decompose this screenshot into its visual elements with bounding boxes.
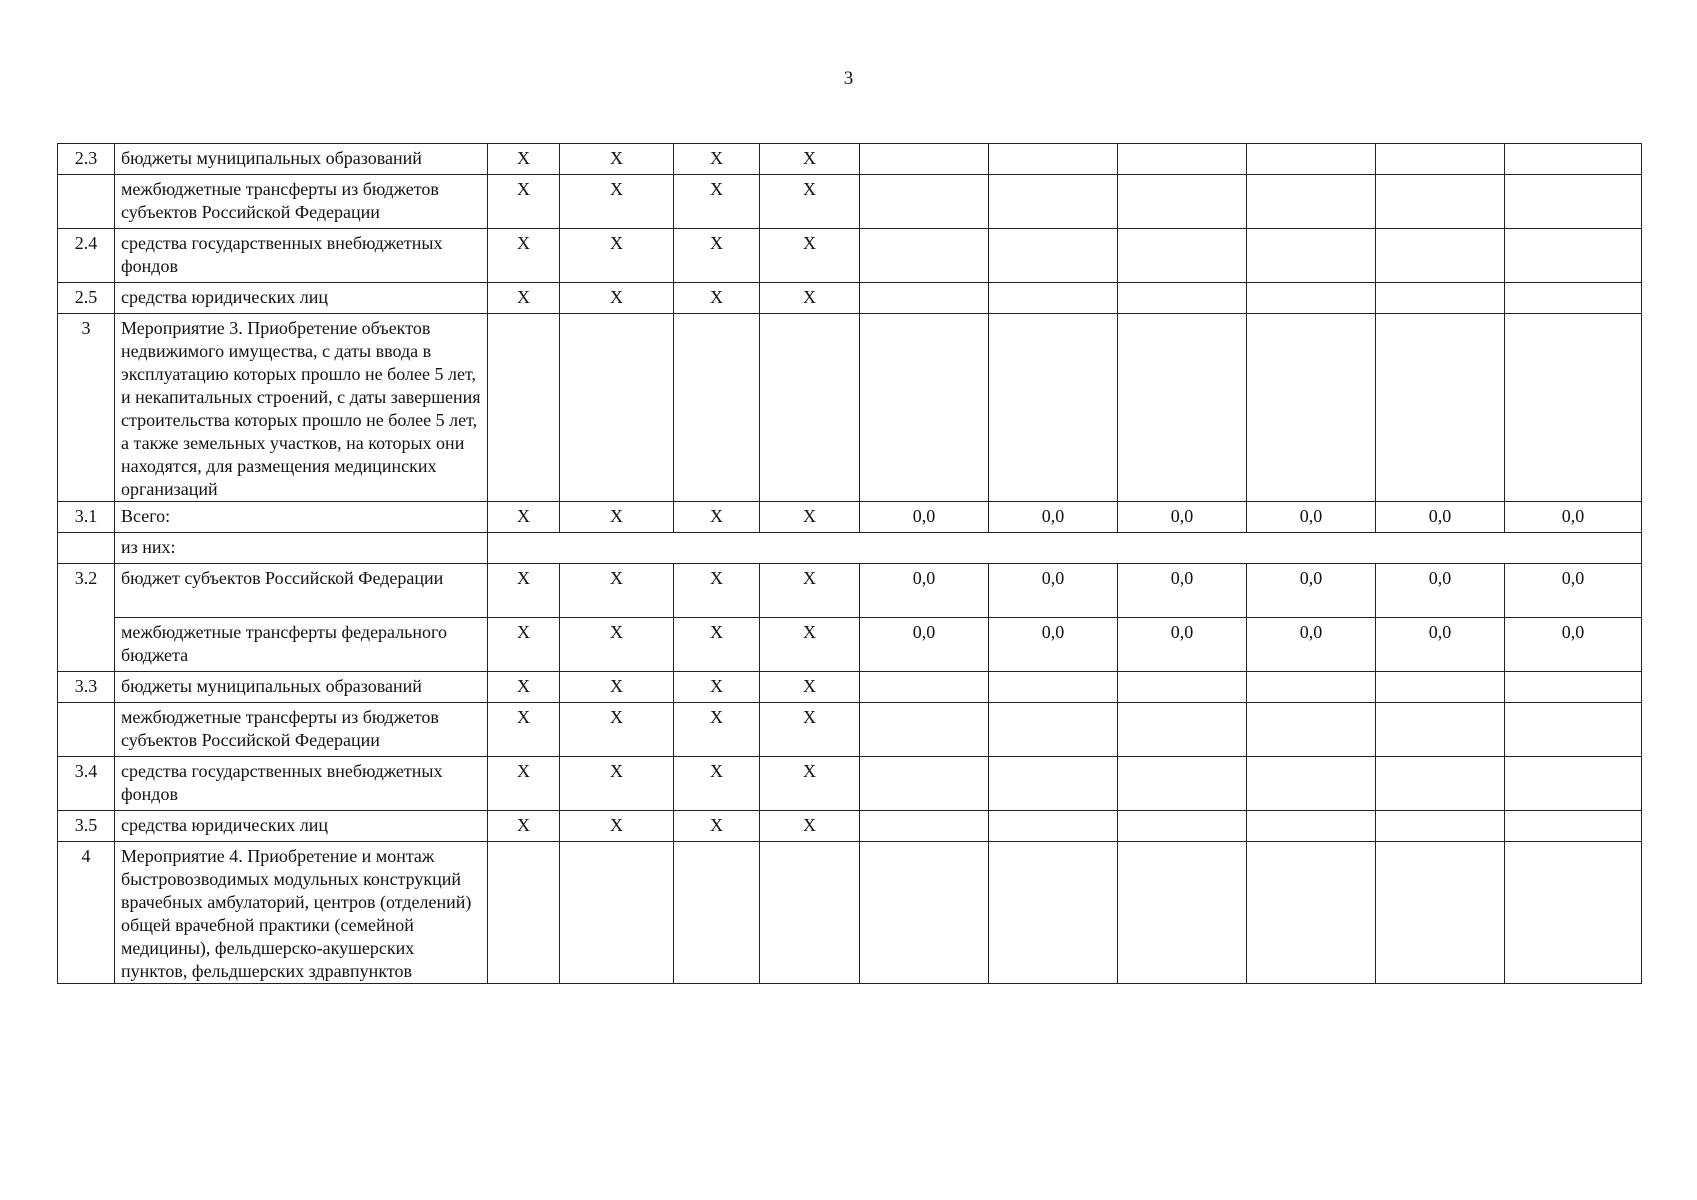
table-cell: X [560,229,674,283]
row-name: Всего: [115,502,488,533]
row-name: Мероприятие 3. Приобретение объектов недвижимого имущества, с даты ввода в эксплуатацию которых прошло не более 5 лет, и некапитальных строений, с даты завершения строительства которых прошло не более 5 лет, а также земельных участков, на которых они находятся, для размещения медицинских организаций [115,314,488,502]
table-cell [1118,842,1247,984]
table-row [58,618,1642,672]
table-cell: 0,0 [1247,502,1376,533]
row-number: 2.5 [58,283,115,314]
table-cell: X [760,703,860,757]
row-name: межбюджетные трансферты федерального бюджета [115,618,488,672]
table-cell: X [674,229,760,283]
table-cell [1376,757,1505,811]
table-cell: 0,0 [1247,564,1376,618]
table-cell [1247,144,1376,175]
table-cell: X [760,564,860,618]
table-cell [1247,811,1376,842]
table-cell [860,757,989,811]
row-number: 3.4 [58,757,115,811]
table-cell: 0,0 [1505,502,1642,533]
row-name: из них: [115,533,488,564]
table-cell: X [488,618,560,672]
row-number: 3 [58,314,115,502]
row-name: межбюджетные трансферты из бюджетов субъектов Российской Федерации [115,703,488,757]
row-name: средства юридических лиц [115,811,488,842]
table-cell: X [488,811,560,842]
table-cell: 0,0 [1376,502,1505,533]
table-cell: X [674,283,760,314]
table-cell [1376,283,1505,314]
table-cell [989,842,1118,984]
table-row [58,703,1642,757]
table-cell [989,703,1118,757]
table-cell [1505,811,1642,842]
table-cell [1118,144,1247,175]
table-cell [1247,757,1376,811]
table-cell [674,842,760,984]
row-number: 3.5 [58,811,115,842]
table-cell [760,842,860,984]
table-cell: X [760,672,860,703]
table-cell: X [560,811,674,842]
table-cell: X [560,564,674,618]
table-cell: 0,0 [1247,618,1376,672]
row-name: бюджет субъектов Российской Федерации [115,564,488,618]
table-cell [1505,842,1642,984]
table-row [58,283,1642,314]
table-cell [1505,757,1642,811]
table-cell: 0,0 [860,618,989,672]
table-cell [1505,703,1642,757]
table-cell [1505,672,1642,703]
table-cell [1376,314,1505,502]
row-number [58,533,115,564]
table-cell [989,314,1118,502]
row-name: Мероприятие 4. Приобретение и монтаж быстровозводимых модульных конструкций врачебных амбулаторий, центров (отделений) общей врачебной практики (семейной медицины), фельдшерско-акушерских пунктов, фельдшерских здравпунктов [115,842,488,984]
table-row [58,533,1642,564]
table-cell: X [488,229,560,283]
table-cell [1247,672,1376,703]
table-cell: X [488,672,560,703]
table-cell: X [488,175,560,229]
table-cell [1247,703,1376,757]
table-row [58,811,1642,842]
table-cell: X [674,618,760,672]
table-cell [860,672,989,703]
table-cell: X [560,618,674,672]
table-row [58,842,1642,984]
row-number [58,175,115,229]
table-cell [488,842,560,984]
table-cell [1376,229,1505,283]
table-cell [1376,811,1505,842]
table-cell [1118,229,1247,283]
table-cell [1247,842,1376,984]
table-cell: X [560,175,674,229]
table-row [58,314,1642,502]
budget-table [57,143,1642,984]
table-cell: X [760,144,860,175]
table-cell: X [488,757,560,811]
table-cell [1247,175,1376,229]
table-cell [560,842,674,984]
table-cell [760,314,860,502]
row-name: средства государственных внебюджетных фондов [115,757,488,811]
table-cell [1247,283,1376,314]
table-cell: 0,0 [1118,502,1247,533]
row-name: бюджеты муниципальных образований [115,672,488,703]
table-cell [1118,672,1247,703]
table-cell: X [760,229,860,283]
table-cell [1505,229,1642,283]
table-cell [1118,703,1247,757]
table-cell: 0,0 [860,502,989,533]
table-cell: X [674,757,760,811]
table-cell [860,314,989,502]
table-cell [860,144,989,175]
table-cell [1376,703,1505,757]
row-name: бюджеты муниципальных образований [115,144,488,175]
table-cell [860,811,989,842]
table-cell: X [560,672,674,703]
table-cell [1118,757,1247,811]
table-cell: X [760,283,860,314]
table-cell: 0,0 [1118,618,1247,672]
table-cell: X [760,811,860,842]
merged-empty-cell [488,533,1642,564]
table-row [58,757,1642,811]
table-cell [674,314,760,502]
row-number: 3.1 [58,502,115,533]
table-cell: 0,0 [989,564,1118,618]
table-cell [860,842,989,984]
table-cell [860,283,989,314]
table-cell [1376,175,1505,229]
table-cell: X [674,703,760,757]
row-number: 3.2 [58,564,115,672]
table-cell [989,144,1118,175]
table-cell [1505,283,1642,314]
table-cell [1247,314,1376,502]
table-cell [860,175,989,229]
table-cell: X [674,811,760,842]
row-name: средства государственных внебюджетных фондов [115,229,488,283]
page-number: 3 [843,68,854,89]
table-cell: X [560,144,674,175]
table-cell [1118,283,1247,314]
row-number: 2.4 [58,229,115,283]
table-cell: X [760,502,860,533]
table-cell: 0,0 [1376,618,1505,672]
table-cell [1376,842,1505,984]
table-cell: 0,0 [1376,564,1505,618]
table-cell: X [560,502,674,533]
table-cell: X [488,144,560,175]
table-cell [560,314,674,502]
row-number [58,703,115,757]
table-cell: X [488,564,560,618]
table-cell [989,672,1118,703]
table-cell [860,229,989,283]
table-row [58,502,1642,533]
table-cell: X [560,283,674,314]
table-cell [1118,314,1247,502]
row-number: 4 [58,842,115,984]
table-cell: X [674,175,760,229]
table-cell: X [674,672,760,703]
table-cell [1247,229,1376,283]
table-row [58,564,1642,618]
table-cell: X [760,757,860,811]
row-name: средства юридических лиц [115,283,488,314]
row-number: 2.3 [58,144,115,175]
table-cell [1376,672,1505,703]
table-cell: 0,0 [1505,618,1642,672]
table-cell [488,314,560,502]
table-cell [860,703,989,757]
table-cell [1118,811,1247,842]
table-row [58,229,1642,283]
table-cell [989,175,1118,229]
table-cell: 0,0 [989,502,1118,533]
table-cell: X [674,564,760,618]
table-cell [989,283,1118,314]
table-cell: 0,0 [1505,564,1642,618]
table-cell: 0,0 [989,618,1118,672]
table-cell [989,229,1118,283]
table-cell: 0,0 [1118,564,1247,618]
table-row [58,672,1642,703]
table-cell: X [488,283,560,314]
table-cell: X [760,175,860,229]
table-cell: X [760,618,860,672]
row-name: межбюджетные трансферты из бюджетов субъектов Российской Федерации [115,175,488,229]
table-cell: X [560,703,674,757]
table-cell [1505,314,1642,502]
table-row [58,144,1642,175]
table-cell: X [488,502,560,533]
table-cell: 0,0 [860,564,989,618]
table-row [58,175,1642,229]
table-cell [1505,144,1642,175]
table-cell: X [488,703,560,757]
row-number: 3.3 [58,672,115,703]
table-cell [1505,175,1642,229]
table-cell [989,757,1118,811]
table-cell [1118,175,1247,229]
table-cell: X [674,502,760,533]
table-cell: X [674,144,760,175]
table-cell [989,811,1118,842]
table-cell [1376,144,1505,175]
table-cell: X [560,757,674,811]
